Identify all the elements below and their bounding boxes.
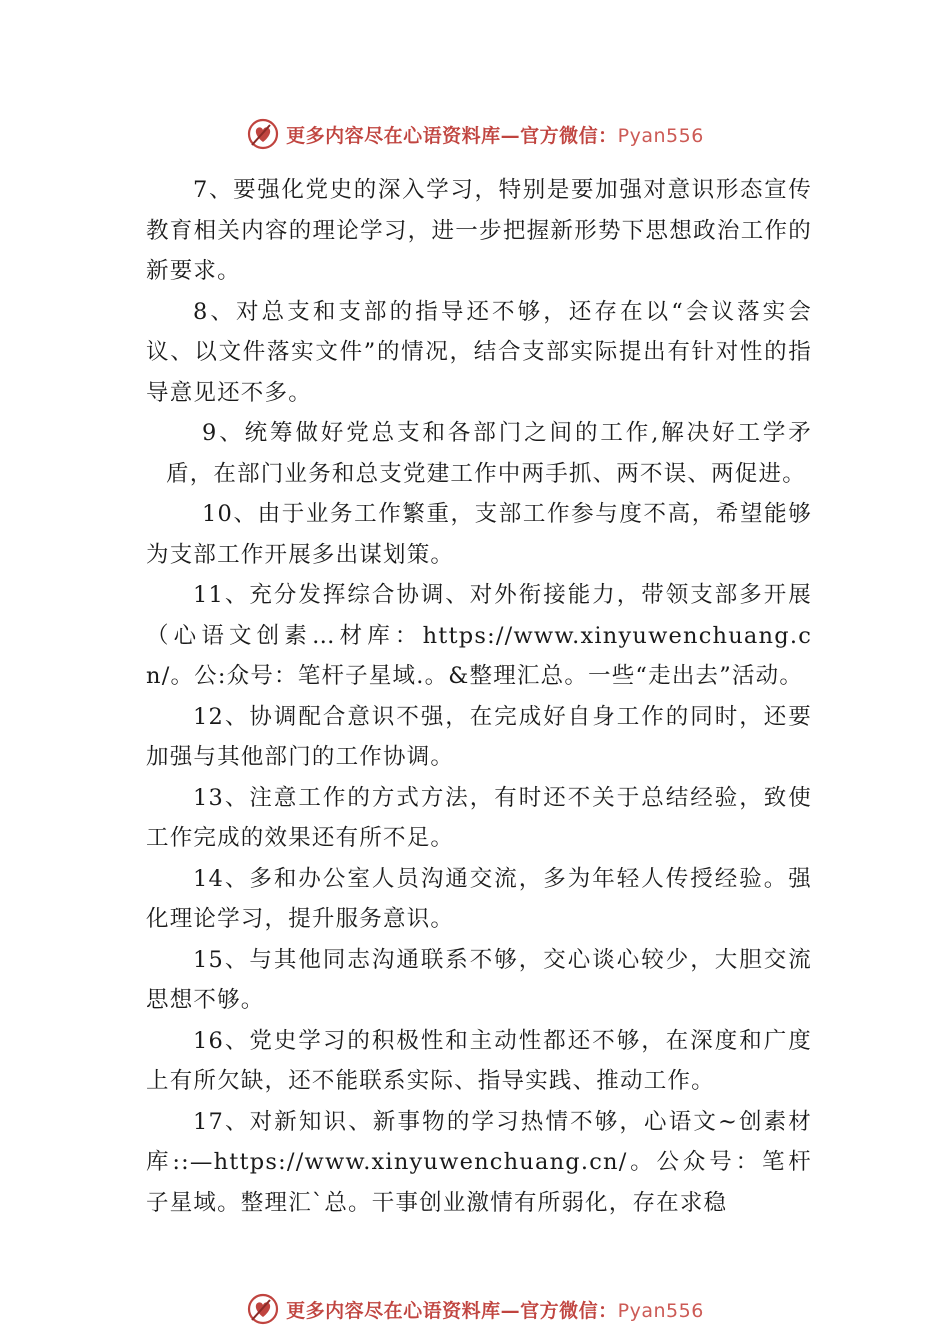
watermark-text: 更多内容尽在心语资料库—官方微信：Pyan556 [286, 1299, 704, 1322]
paragraph-8: 8、对总支和支部的指导还不够，还存在以“会议落实会议、以文件落实文件”的情况，结合支部实际提出有针对性的指导意见还不多。 [146, 298, 812, 406]
paragraph-13: 13、注意工作的方式方法，有时还不关于总结经验，致使工作完成的效果还有所不足。 [146, 784, 812, 851]
paragraph-15: 15、与其他同志沟通联系不够，交心谈心较少，大胆交流思想不够。 [146, 946, 812, 1013]
footer-watermark [0, 1291, 950, 1327]
header-watermark [0, 116, 950, 152]
watermark-handle: Pyan556 [617, 1299, 704, 1322]
heart-logo-icon [246, 1292, 280, 1326]
paragraph-7: 7、要强化党史的深入学习，特别是要加强对意识形态宣传教育相关内容的理论学习，进一步把握新形势下思想政治工作的新要求。 [146, 177, 812, 284]
watermark-text: 更多内容尽在心语资料库—官方微信：Pyan556 [286, 124, 704, 147]
paragraph-12: 12、协调配合意识不强，在完成好自身工作的同时，还要加强与其他部门的工作协调。 [146, 703, 812, 770]
paragraph-17: 17、对新知识、新事物的学习热情不够，心语文~创素材库::—https://www.xinyuwenchuang.cn/。公众号：笔杆子星域。整理汇`总。干事创业激情有所弱化，存在求稳 [146, 1108, 812, 1216]
paragraph-10: 10、由于业务工作繁重，支部工作参与度不高，希望能够为支部工作开展多出谋划策。 [146, 501, 812, 568]
document-body [146, 170, 812, 1223]
paragraph-16: 16、党史学习的积极性和主动性都还不够，在深度和广度上有所欠缺，还不能联系实际、指导实践、推动工作。 [146, 1027, 812, 1094]
paragraph-11: 11、充分发挥综合协调、对外衔接能力，带领支部多开展（心语文创素…材库：https://www.xinyuwenchuang.cn/。公:众号：笔杆子星域.。&整理汇总。一些“走出去”活动。 [146, 582, 812, 689]
heart-logo-icon [246, 117, 280, 151]
paragraph-9: 9、统筹做好党总支和各部门之间的工作,解决好工学矛盾，在部门业务和总支党建工作中两手抓、两不误、两促进。 [166, 420, 812, 487]
paragraph-14: 14、多和办公室人员沟通交流，多为年轻人传授经验。强化理论学习，提升服务意识。 [146, 865, 812, 932]
watermark-handle: Pyan556 [617, 124, 704, 147]
